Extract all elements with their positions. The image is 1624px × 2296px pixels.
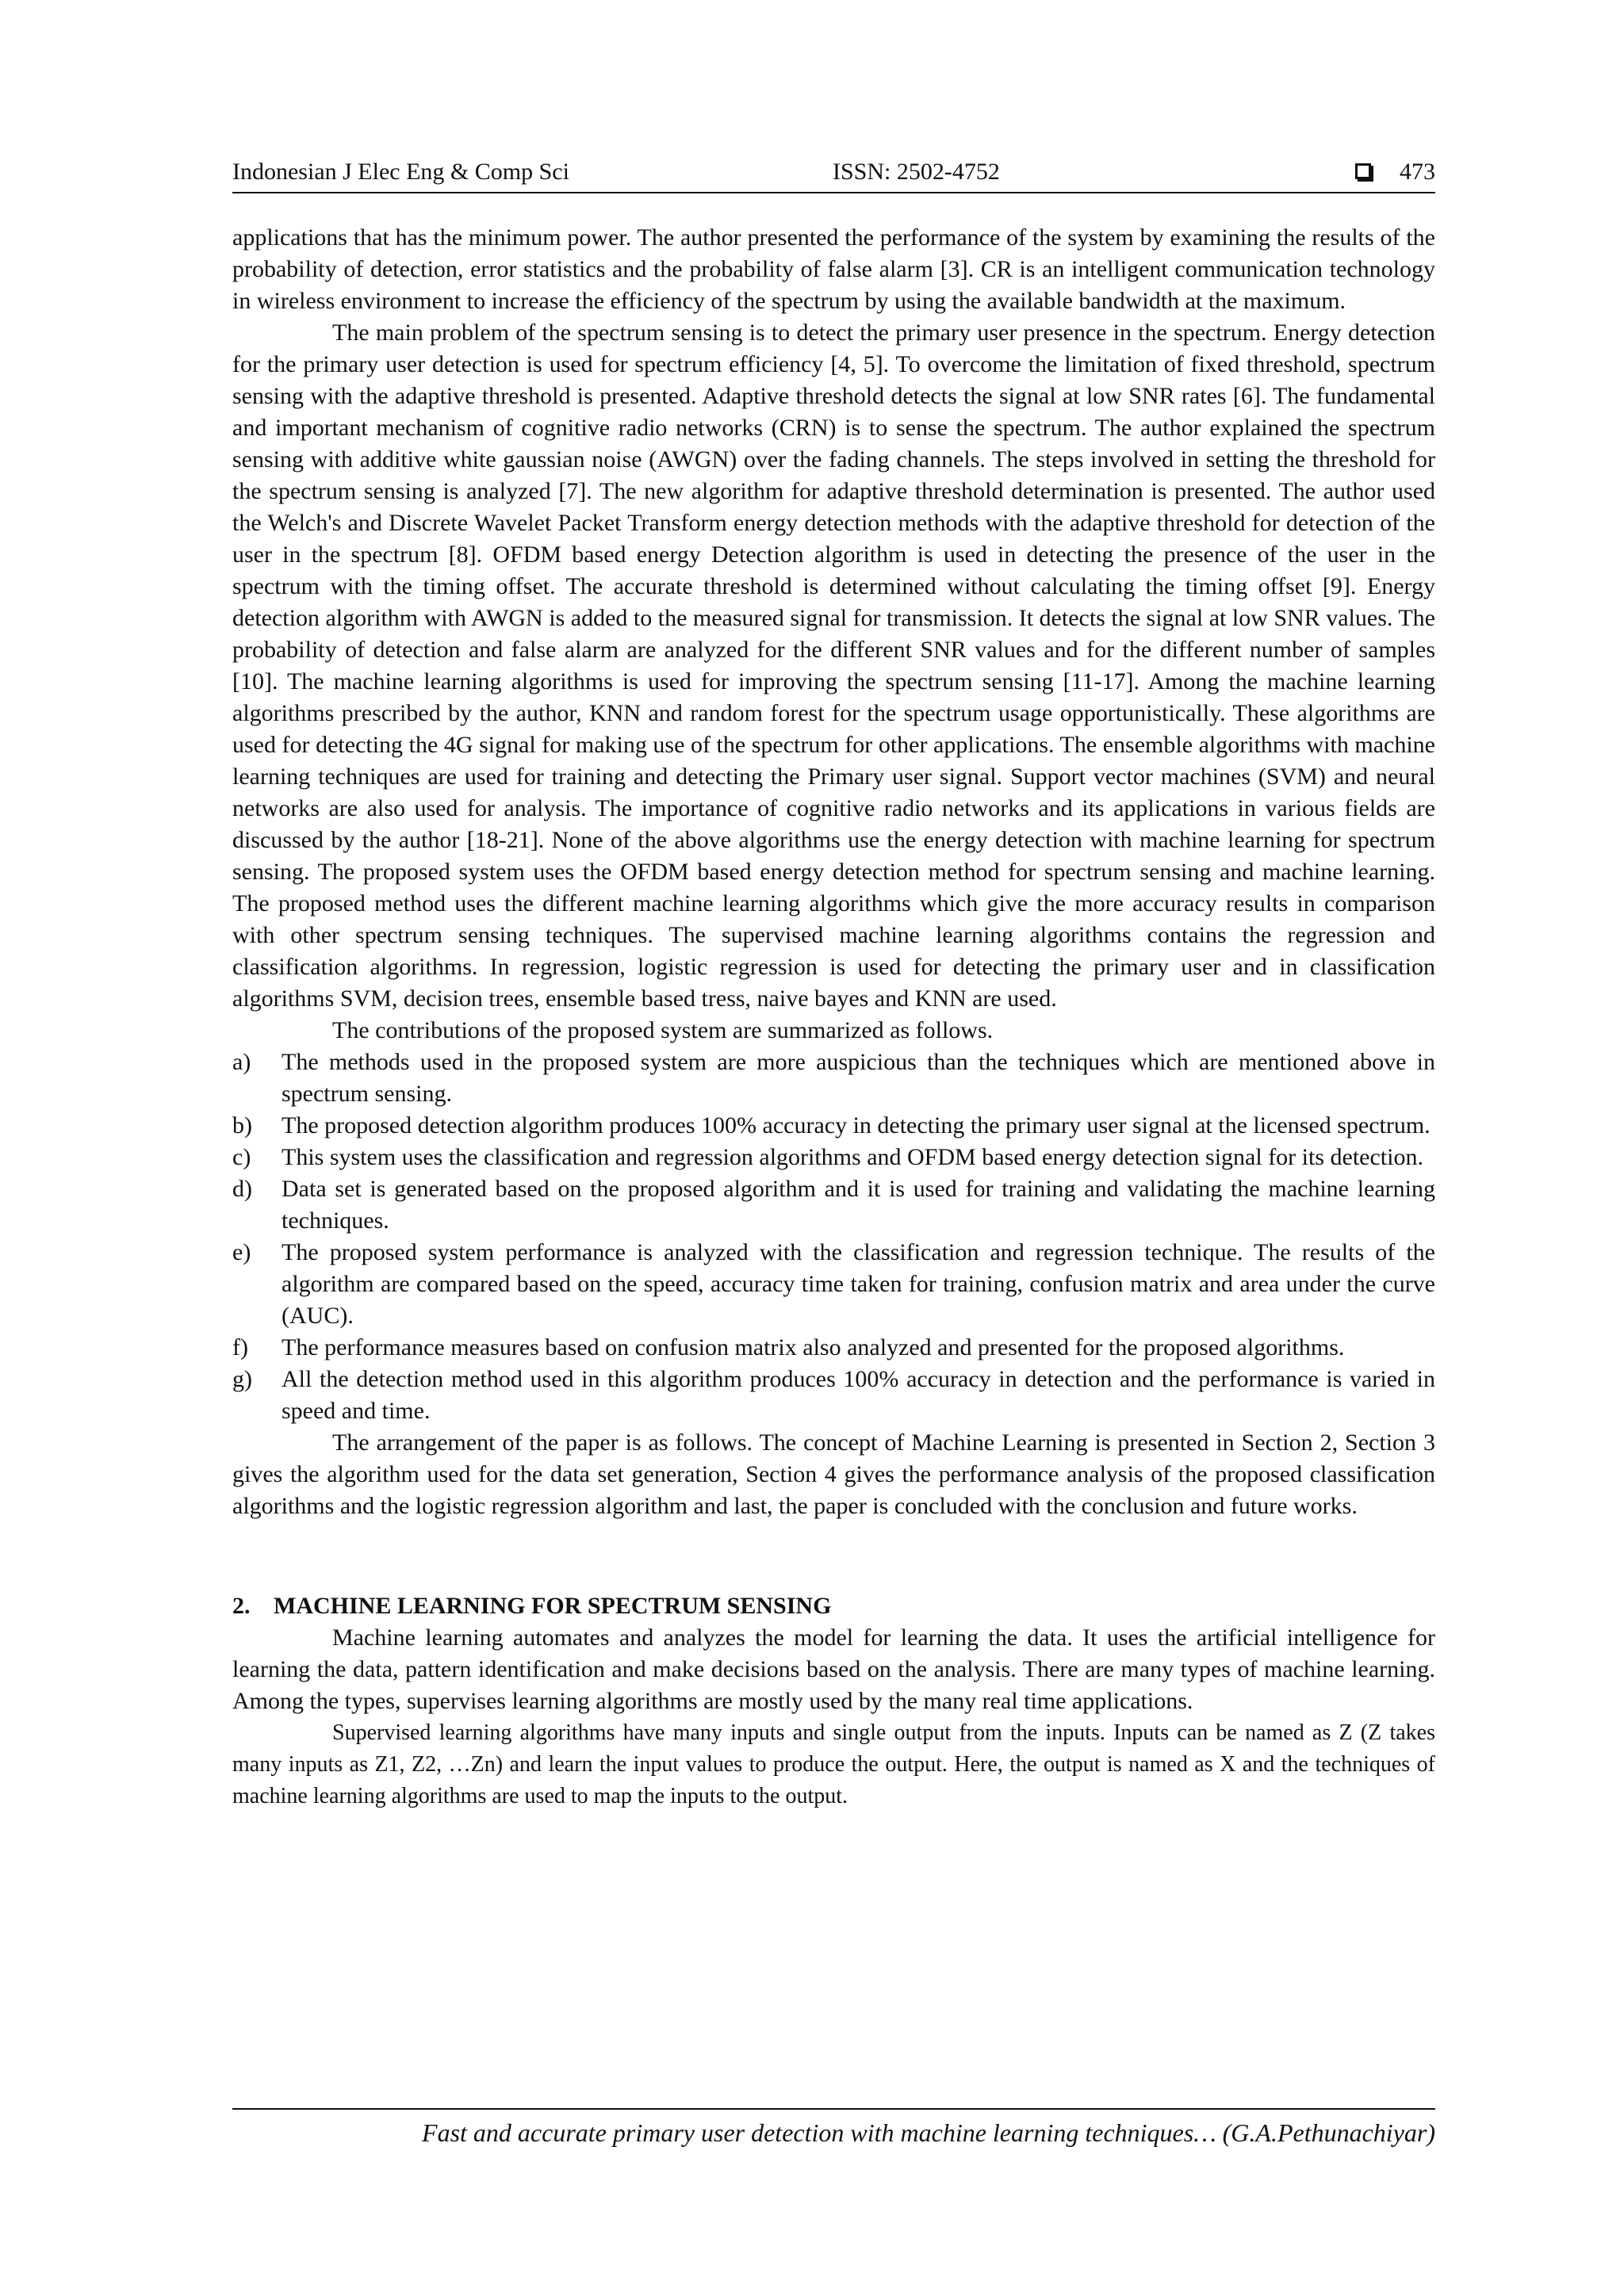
paragraph: The arrangement of the paper is as follows. The concept of Machine Learning is presented in Section 2, Section 3 gives the algorithm used for the data set generation, Section 4 gives the performance analysis of the proposed classification algorithms and the logistic regression algorithm and last, the paper is concluded with the conclusion and future works.: [232, 1429, 1435, 1519]
body-text: [232, 222, 1435, 1812]
footer-rule: [232, 2108, 1435, 2110]
list-label: e): [232, 1239, 251, 1265]
section-number: 2.: [232, 1593, 251, 1619]
paragraph: Supervised learning algorithms have many inputs and single output from the inputs. Inputs can be named as Z (Z takes many inputs as Z1, Z2, …Zn) and learn the input values to produce the output. Here, the output is named as X and the techniques of machine learning algorithms are used to map the inputs to the output.: [232, 1720, 1435, 1808]
journal-name: Indonesian J Elec Eng & Comp Sci: [232, 159, 569, 185]
list-text: The methods used in the proposed system are more auspicious than the techniques which are mentioned above in spectrum sensing.: [282, 1049, 1435, 1107]
list-text: This system uses the classification and regression algorithms and OFDM based energy detection signal for its detection.: [282, 1144, 1423, 1170]
list-text: The proposed system performance is analyzed with the classification and regression technique. The results of the algorithm are compared based on the speed, accuracy time taken for training, confusion matrix and area under the curve (AUC).: [282, 1239, 1435, 1329]
section-heading: [232, 1590, 1435, 1622]
list-label: d): [232, 1176, 252, 1202]
section-title: MACHINE LEARNING FOR SPECTRUM SENSING: [274, 1593, 832, 1619]
list-text: All the detection method used in this algorithm produces 100% accuracy in detection and the performance is varied in speed and time.: [282, 1366, 1435, 1424]
paragraph: The contributions of the proposed system are summarized as follows.: [332, 1017, 994, 1043]
list-label: a): [232, 1049, 251, 1075]
list-item: [232, 1237, 1435, 1332]
running-footer: Fast and accurate primary user detection with machine learning techniques… (G.A.Pethunachiyar): [422, 2118, 1435, 2147]
list-text: Data set is generated based on the proposed algorithm and it is used for training and validating the machine learning techniques.: [282, 1176, 1435, 1234]
list-item: [232, 1332, 1435, 1364]
list-label: c): [232, 1144, 251, 1170]
list-text: The performance measures based on confusion matrix also analyzed and presented for the proposed algorithms.: [282, 1334, 1345, 1360]
list-item: [232, 1173, 1435, 1237]
list-item: [232, 1142, 1435, 1173]
list-text: The proposed detection algorithm produces 100% accuracy in detecting the primary user signal at the licensed spectrum.: [282, 1112, 1431, 1138]
list-label: b): [232, 1112, 252, 1138]
contributions-list: [232, 1047, 1435, 1427]
list-label: g): [232, 1366, 252, 1392]
paragraph: The main problem of the spectrum sensing is to detect the primary user presence in the spectrum. Energy detection for the primary user detection is used for spectrum efficiency [4, 5]. To overcome the limitation of fixed threshold, spectrum sensing with the adaptive threshold is presented. Adaptive threshold detects the signal at low SNR rates [6]. The fundamental and important mechanism of cognitive radio networks (CRN) is to sense the spectrum. The author explained the spectrum sensing with additive white gaussian noise (AWGN) over the fading channels. The steps involved in setting the threshold for the spectrum sensing is analyzed [7]. The new algorithm for adaptive threshold determination is presented. The author used the Welch's and Discrete Wavelet Packet Transform energy detection methods with the adaptive threshold for detection of the user in the spectrum [8]. OFDM based energy Detection algorithm is used in detecting the presence of the user in the spectrum with the timing offset. The accurate threshold is determined without calculating the timing offset [9]. Energy detection algorithm with AWGN is added to the measured signal for transmission. It detects the signal at low SNR values. The probability of detection and false alarm are analyzed for the different SNR values and for the different number of samples [10]. The machine learning algorithms is used for improving the spectrum sensing [11-17]. Among the machine learning algorithms prescribed by the author, KNN and random forest for the spectrum usage opportunistically. These algorithms are used for detecting the 4G signal for making use of the spectrum for other applications. The ensemble algorithms with machine learning techniques are used for training and detecting the Primary user signal. Support vector machines (SVM) and neural networks are also used for analysis. The importance of cognitive radio networks and its applications in various fields are discussed by the author [18-21]. None of the above algorithms use the energy detection with machine learning for spectrum sensing. The proposed system uses the OFDM based energy detection method for spectrum sensing and machine learning. The proposed method uses the different machine learning algorithms which give the more accuracy results in comparison with other spectrum sensing techniques. The supervised machine learning algorithms contains the regression and classification algorithms. In regression, logistic regression is used for detecting the primary user and in classification algorithms SVM, decision trees, ensemble based tress, naive bayes and KNN are used.: [232, 320, 1435, 1012]
paragraph: Machine learning automates and analyzes the model for learning the data. It uses the artificial intelligence for learning the data, pattern identification and make decisions based on the analysis. There are many types of machine learning. Among the types, supervises learning algorithms are mostly used by the many real time applications.: [232, 1624, 1435, 1714]
list-item: [232, 1110, 1435, 1142]
header-rule: [232, 192, 1435, 193]
paragraph: applications that has the minimum power. The author presented the performance of the system by examining the results of the probability of detection, error statistics and the probability of false alarm [3]. CR is an intelligent communication technology in wireless environment to increase the efficiency of the spectrum by using the available bandwidth at the maximum.: [232, 224, 1435, 314]
list-item: [232, 1047, 1435, 1110]
list-label: f): [232, 1334, 248, 1360]
page-number: 473: [1400, 159, 1435, 185]
list-item: [232, 1364, 1435, 1427]
running-header: [232, 156, 1435, 188]
page-box-icon: [1355, 163, 1371, 179]
issn: ISSN: 2502-4752: [833, 159, 1000, 185]
